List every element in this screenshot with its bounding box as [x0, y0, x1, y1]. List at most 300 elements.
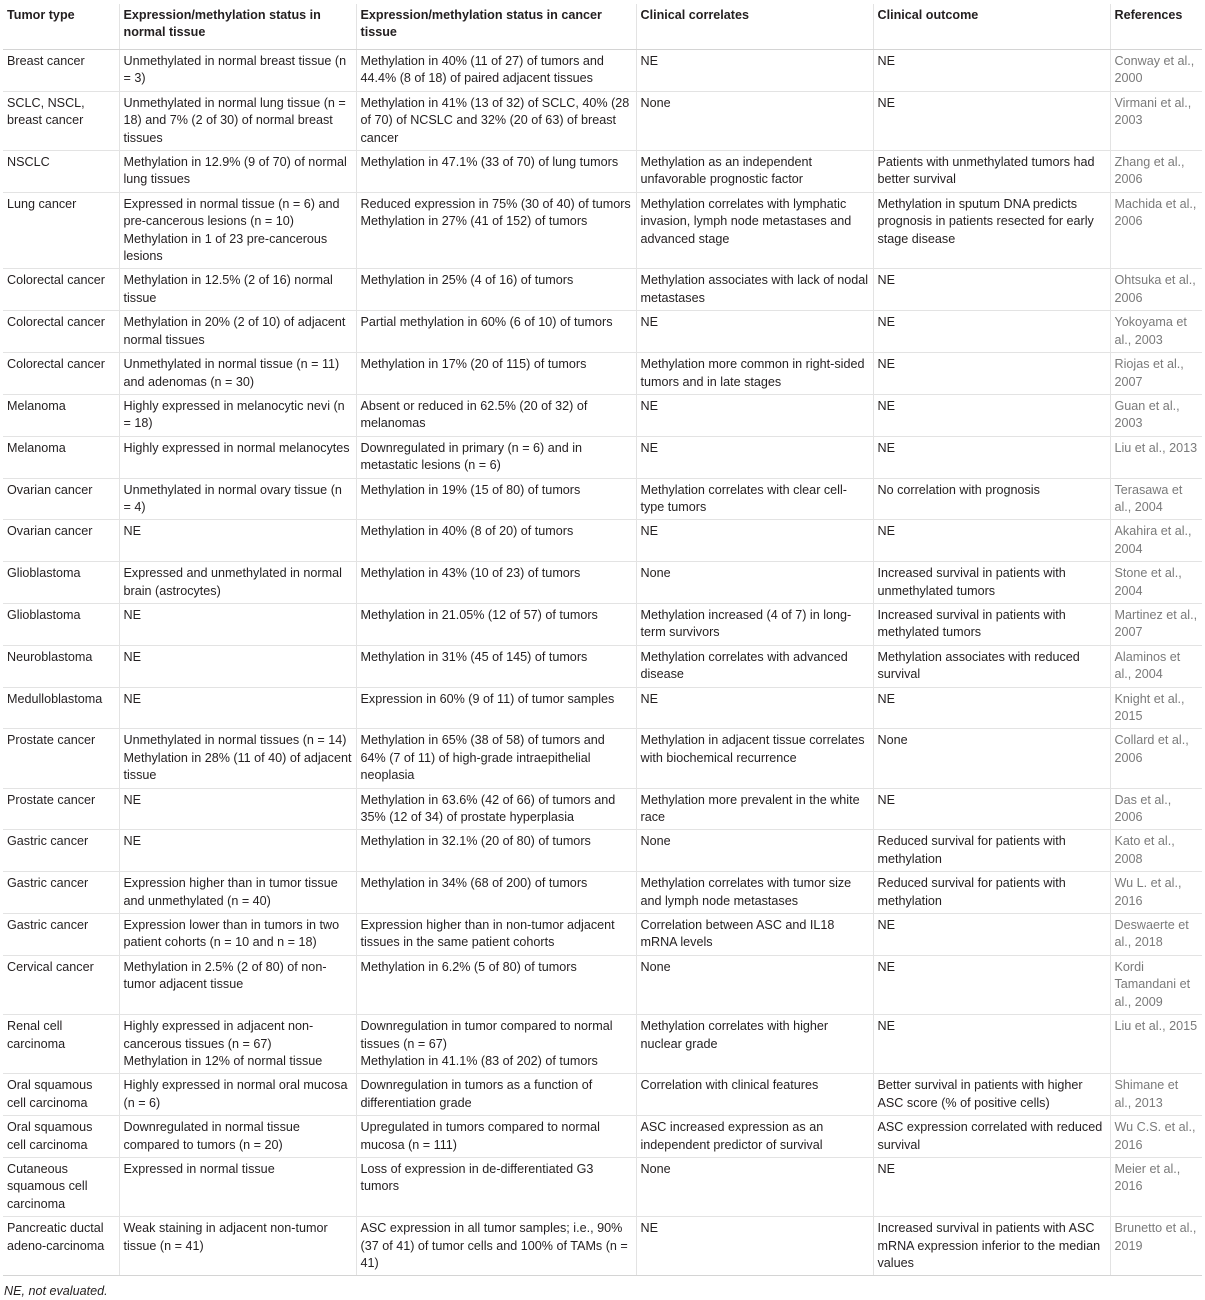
cell-text: Methylation correlates with higher nuclear grade: [640, 1019, 829, 1051]
cell-text: Reduced survival for patients with methylation: [877, 876, 1066, 908]
table-row: [3, 50, 1202, 92]
normal-tissue-cell: [119, 955, 356, 1014]
clinical-outcome-cell: [873, 1074, 1110, 1116]
tumor-type-cell: [3, 1116, 119, 1158]
cell-text: Renal cell carcinoma: [7, 1019, 66, 1051]
cell-text: NE: [640, 315, 658, 330]
table-row: [3, 1157, 1202, 1216]
cell-text: Methylation more common in right-sided tumors and in late stages: [640, 357, 865, 389]
normal-tissue-cell: [119, 1217, 356, 1276]
tumor-type-cell: [3, 645, 119, 687]
table-row: [3, 269, 1202, 311]
reference-cell: [1110, 50, 1202, 92]
tumor-type-cell: [3, 1157, 119, 1216]
reference-cell: [1110, 955, 1202, 1014]
tumor-type-cell: [3, 91, 119, 150]
cell-text: Unmethylated in normal tissues (n = 14): [123, 733, 347, 748]
cell-text: Loss of expression in de-differentiated G3 tumors: [360, 1161, 594, 1194]
tumor-type-cell: [3, 562, 119, 604]
cell-text: Knight et al., 2015: [1114, 691, 1185, 723]
cell-text: Unmethylated in normal ovary tissue (n = 4): [123, 482, 342, 514]
cell-text: Methylation correlates with lymphatic invasion, lymph node metastases and advanced stage: [640, 196, 852, 246]
table-row: [3, 1074, 1202, 1116]
clinical-outcome-cell: [873, 1116, 1110, 1158]
header-tumor-type: Tumor type: [3, 4, 119, 50]
cell-text: Deswaerte et al., 2018: [1114, 918, 1189, 950]
cell-text: NE: [877, 524, 895, 539]
cell-text: Better survival in patients with higher ASC score (% of positive cells): [877, 1078, 1083, 1110]
table-row: [3, 478, 1202, 520]
normal-tissue-cell: [119, 645, 356, 687]
cell-text: Methylation in 40% (8 of 20) of tumors: [360, 524, 574, 539]
tumor-type-cell: [3, 436, 119, 478]
cell-text: None: [640, 95, 671, 110]
cancer-tissue-cell: [356, 1217, 636, 1276]
reference-cell: [1110, 311, 1202, 353]
cell-text: Expressed in normal tissue: [123, 1161, 275, 1176]
cell-text: Expressed in normal tissue (n = 6) and pre-cancerous lesions (n = 10): [123, 196, 340, 229]
clinical-correlates-cell: [636, 436, 873, 478]
cell-text: Meier et al., 2016: [1114, 1161, 1181, 1194]
tumor-type-cell: [3, 914, 119, 956]
normal-tissue-cell: [119, 603, 356, 645]
cell-text: Methylation in 20% (2 of 10) of adjacent normal tissues: [123, 315, 346, 347]
clinical-outcome-cell: [873, 151, 1110, 193]
table-row: [3, 353, 1202, 395]
cell-text: Increased survival in patients with ASC mRNA expression inferior to the median values: [877, 1221, 1101, 1270]
clinical-correlates-cell: [636, 1015, 873, 1074]
reference-cell: [1110, 1116, 1202, 1158]
table-row: [3, 645, 1202, 687]
clinical-correlates-cell: [636, 269, 873, 311]
normal-tissue-cell: [119, 436, 356, 478]
clinical-correlates-cell: [636, 50, 873, 92]
cell-text: Gastric cancer: [7, 918, 89, 933]
normal-tissue-cell: [119, 562, 356, 604]
cell-text: Highly expressed in melanocytic nevi (n = 18): [123, 398, 345, 431]
cell-text: NE: [123, 607, 141, 622]
table-row: [3, 914, 1202, 956]
cell-text: Highly expressed in normal oral mucosa (n = 6): [123, 1078, 348, 1110]
clinical-correlates-cell: [636, 729, 873, 788]
cancer-tissue-cell: [356, 788, 636, 830]
clinical-correlates-cell: [636, 394, 873, 436]
table-row: [3, 1015, 1202, 1074]
normal-tissue-cell: [119, 520, 356, 562]
header-clinical-outcome: Clinical outcome: [873, 4, 1110, 50]
table-header: [3, 4, 1202, 50]
cell-text: NE: [640, 524, 658, 539]
cell-text: Methylation in 2.5% (2 of 80) of non-tumor adjacent tissue: [123, 959, 327, 992]
tumor-type-cell: [3, 50, 119, 92]
clinical-correlates-cell: [636, 955, 873, 1014]
cell-text: NSCLC: [7, 155, 50, 170]
cell-text: NE: [877, 54, 895, 68]
cell-text: NE: [877, 315, 895, 330]
cell-text: None: [640, 566, 671, 581]
cancer-tissue-cell: [356, 1116, 636, 1158]
cell-text: Machida et al., 2006: [1114, 196, 1197, 229]
cancer-tissue-cell: [356, 394, 636, 436]
clinical-correlates-cell: [636, 1074, 873, 1116]
tumor-type-cell: [3, 269, 119, 311]
normal-tissue-cell: [119, 1015, 356, 1074]
cell-text: Expression higher than in tumor tissue and unmethylated (n = 40): [123, 876, 338, 908]
cell-text: Downregulated in normal tissue compared to tumors (n = 20): [123, 1120, 300, 1152]
clinical-correlates-cell: [636, 1157, 873, 1216]
cell-text: Unmethylated in normal lung tissue (n = 18) and 7% (2 of 30) of normal breast tissues: [123, 95, 346, 145]
cancer-tissue-cell: [356, 151, 636, 193]
cell-text: Methylation in 47.1% (33 of 70) of lung tumors: [360, 155, 619, 170]
clinical-correlates-cell: [636, 1217, 873, 1276]
cell-text: Highly expressed in adjacent non-cancerous tissues (n = 67): [123, 1019, 314, 1051]
clinical-outcome-cell: [873, 562, 1110, 604]
cell-text: Methylation associates with lack of nodal metastases: [640, 273, 869, 305]
cell-text: Methylation in 43% (10 of 23) of tumors: [360, 566, 581, 581]
reference-cell: [1110, 729, 1202, 788]
clinical-correlates-cell: [636, 478, 873, 520]
cell-text: ASC expression in all tumor samples; i.e., 90% (37 of 41) of tumor cells and 100% of TAMs (n = 41): [360, 1221, 628, 1270]
cell-text: Yokoyama et al., 2003: [1114, 315, 1187, 347]
cancer-tissue-cell: [356, 1157, 636, 1216]
cell-text: NE: [640, 691, 658, 706]
cell-text: NE: [123, 691, 141, 706]
cell-text: Glioblastoma: [7, 607, 81, 622]
cell-text: Methylation in 6.2% (5 of 80) of tumors: [360, 959, 577, 974]
cell-text: Methylation in 1 of 23 pre-cancerous lesions: [123, 231, 328, 264]
cancer-tissue-cell: [356, 353, 636, 395]
cell-text: Ovarian cancer: [7, 524, 93, 539]
reference-cell: [1110, 914, 1202, 956]
normal-tissue-cell: [119, 872, 356, 914]
clinical-outcome-cell: [873, 729, 1110, 788]
normal-tissue-cell: [119, 151, 356, 193]
header-references: References: [1110, 4, 1202, 50]
clinical-correlates-cell: [636, 687, 873, 729]
reference-cell: [1110, 603, 1202, 645]
cell-text: Gastric cancer: [7, 834, 89, 849]
table-row: [3, 192, 1202, 269]
cell-text: Brunetto et al., 2019: [1114, 1221, 1197, 1253]
cell-text: Methylation correlates with tumor size and lymph node metastases: [640, 876, 852, 908]
cell-text: Liu et al., 2013: [1114, 440, 1198, 455]
cell-text: Stone et al., 2004: [1114, 566, 1182, 598]
cell-text: Glioblastoma: [7, 566, 81, 581]
cell-text: NE: [877, 357, 895, 372]
tumor-type-cell: [3, 729, 119, 788]
cell-text: Methylation in 27% (41 of 152) of tumors: [360, 214, 588, 229]
clinical-correlates-cell: [636, 872, 873, 914]
reference-cell: [1110, 1217, 1202, 1276]
cell-text: Expressed and unmethylated in normal brain (astrocytes): [123, 566, 342, 598]
table-row: [3, 729, 1202, 788]
cell-text: NE: [877, 792, 895, 807]
cancer-tissue-cell: [356, 603, 636, 645]
normal-tissue-cell: [119, 478, 356, 520]
clinical-correlates-cell: [636, 192, 873, 269]
clinical-correlates-cell: [636, 830, 873, 872]
cell-text: Kato et al., 2008: [1114, 834, 1175, 866]
cell-text: Upregulated in tumors compared to normal mucosa (n = 111): [360, 1120, 600, 1152]
table-row: [3, 394, 1202, 436]
cell-text: NE: [123, 524, 141, 539]
clinical-outcome-cell: [873, 311, 1110, 353]
cell-text: Breast cancer: [7, 54, 85, 68]
clinical-correlates-cell: [636, 353, 873, 395]
clinical-outcome-cell: [873, 520, 1110, 562]
table-row: [3, 872, 1202, 914]
clinical-outcome-cell: [873, 645, 1110, 687]
normal-tissue-cell: [119, 311, 356, 353]
cell-text: Methylation more prevalent in the white race: [640, 792, 860, 825]
reference-cell: [1110, 872, 1202, 914]
table-footnote: NE, not evaluated.: [4, 1284, 108, 1299]
table-row: [3, 830, 1202, 872]
reference-cell: [1110, 687, 1202, 729]
cancer-tissue-cell: [356, 1074, 636, 1116]
header-cancer-tissue-status: Expression/methylation status in cancer tissue: [356, 4, 636, 50]
table-row: [3, 687, 1202, 729]
cell-text: Methylation in 41.1% (83 of 202) of tumors: [360, 1053, 598, 1068]
reference-cell: [1110, 1074, 1202, 1116]
cell-text: Downregulated in primary (n = 6) and in metastatic lesions (n = 6): [360, 440, 583, 473]
reference-cell: [1110, 562, 1202, 604]
tumor-type-cell: [3, 311, 119, 353]
cell-text: NE: [640, 1221, 658, 1236]
table-row: [3, 520, 1202, 562]
reference-cell: [1110, 830, 1202, 872]
header-clinical-correlates: Clinical correlates: [636, 4, 873, 50]
clinical-outcome-cell: [873, 436, 1110, 478]
cell-text: Methylation in 21.05% (12 of 57) of tumors: [360, 607, 598, 622]
cancer-tissue-cell: [356, 50, 636, 92]
normal-tissue-cell: [119, 788, 356, 830]
cell-text: None: [640, 959, 671, 974]
reference-cell: [1110, 192, 1202, 269]
cell-text: NE: [123, 649, 141, 664]
cell-text: Unmethylated in normal breast tissue (n = 3): [123, 54, 347, 86]
cell-text: Guan et al., 2003: [1114, 398, 1180, 431]
reference-cell: [1110, 520, 1202, 562]
clinical-correlates-cell: [636, 151, 873, 193]
cancer-tissue-cell: [356, 192, 636, 269]
clinical-correlates-cell: [636, 311, 873, 353]
cell-text: Martinez et al., 2007: [1114, 607, 1198, 640]
cell-text: None: [640, 1161, 671, 1176]
normal-tissue-cell: [119, 914, 356, 956]
cancer-tissue-cell: [356, 562, 636, 604]
cell-text: Methylation associates with reduced survival: [877, 649, 1080, 682]
normal-tissue-cell: [119, 192, 356, 269]
cell-text: Unmethylated in normal tissue (n = 11) and adenomas (n = 30): [123, 357, 340, 389]
table-row: [3, 1116, 1202, 1158]
cancer-tissue-cell: [356, 520, 636, 562]
cancer-tissue-cell: [356, 1015, 636, 1074]
cell-text: Ohtsuka et al., 2006: [1114, 273, 1196, 305]
clinical-correlates-cell: [636, 520, 873, 562]
reference-cell: [1110, 645, 1202, 687]
normal-tissue-cell: [119, 1074, 356, 1116]
cancer-tissue-cell: [356, 830, 636, 872]
cell-text: NE: [123, 834, 141, 849]
table-row: [3, 151, 1202, 193]
cell-text: Colorectal cancer: [7, 315, 105, 330]
cell-text: Absent or reduced in 62.5% (20 of 32) of melanomas: [360, 398, 588, 431]
cell-text: Expression in 60% (9 of 11) of tumor samples: [360, 691, 615, 706]
reference-cell: [1110, 788, 1202, 830]
cell-text: Lung cancer: [7, 196, 77, 211]
normal-tissue-cell: [119, 50, 356, 92]
cell-text: Patients with unmethylated tumors had better survival: [877, 155, 1095, 187]
cell-text: Methylation increased (4 of 7) in long-term survivors: [640, 607, 852, 640]
cell-text: Das et al., 2006: [1114, 792, 1172, 825]
cell-text: Partial methylation in 60% (6 of 10) of tumors: [360, 315, 613, 330]
cell-text: Methylation in adjacent tissue correlates with biochemical recurrence: [640, 733, 865, 765]
cell-text: Expression higher than in non-tumor adjacent tissues in the same patient cohorts: [360, 918, 615, 950]
cell-text: Zhang et al., 2006: [1114, 155, 1185, 187]
clinical-outcome-cell: [873, 1015, 1110, 1074]
tumor-type-cell: [3, 603, 119, 645]
cell-text: Colorectal cancer: [7, 273, 105, 288]
cell-text: NE: [640, 54, 658, 68]
cancer-tissue-cell: [356, 91, 636, 150]
clinical-outcome-cell: [873, 269, 1110, 311]
cell-text: Prostate cancer: [7, 733, 96, 748]
cell-text: Gastric cancer: [7, 876, 89, 891]
clinical-outcome-cell: [873, 478, 1110, 520]
normal-tissue-cell: [119, 830, 356, 872]
clinical-correlates-cell: [636, 788, 873, 830]
cancer-tissue-cell: [356, 436, 636, 478]
cell-text: Correlation between ASC and IL18 mRNA levels: [640, 918, 835, 950]
clinical-outcome-cell: [873, 91, 1110, 150]
tumor-type-cell: [3, 1015, 119, 1074]
cell-text: NE: [877, 959, 895, 974]
reference-cell: [1110, 91, 1202, 150]
normal-tissue-cell: [119, 687, 356, 729]
table-row: [3, 603, 1202, 645]
cell-text: Liu et al., 2015: [1114, 1019, 1198, 1034]
normal-tissue-cell: [119, 353, 356, 395]
cell-text: Shimane et al., 2013: [1114, 1078, 1179, 1110]
reference-cell: [1110, 394, 1202, 436]
cell-text: Methylation correlates with advanced disease: [640, 649, 848, 682]
table-row: [3, 562, 1202, 604]
cell-text: Neuroblastoma: [7, 649, 93, 664]
header-normal-tissue-status: Expression/methylation status in normal tissue: [119, 4, 356, 50]
cell-text: Methylation in 25% (4 of 16) of tumors: [360, 273, 574, 288]
cell-text: Oral squamous cell carcinoma: [7, 1078, 93, 1110]
cancer-tissue-cell: [356, 687, 636, 729]
cell-text: Methylation in 12% of normal tissue: [123, 1053, 323, 1068]
normal-tissue-cell: [119, 1116, 356, 1158]
table-body: [3, 50, 1202, 1276]
cell-text: Methylation as an independent unfavorable prognostic factor: [640, 155, 813, 187]
table-row: [3, 436, 1202, 478]
table-row: [3, 311, 1202, 353]
cell-text: None: [877, 733, 908, 748]
tumor-type-cell: [3, 955, 119, 1014]
cancer-tissue-cell: [356, 311, 636, 353]
cell-text: ASC increased expression as an independent predictor of survival: [640, 1120, 824, 1152]
reference-cell: [1110, 151, 1202, 193]
tumor-type-cell: [3, 1074, 119, 1116]
cell-text: Expression lower than in tumors in two patient cohorts (n = 10 and n = 18): [123, 918, 340, 950]
cell-text: NE: [877, 273, 895, 288]
clinical-outcome-cell: [873, 192, 1110, 269]
clinical-correlates-cell: [636, 645, 873, 687]
cell-text: Oral squamous cell carcinoma: [7, 1120, 93, 1152]
cancer-tissue-cell: [356, 269, 636, 311]
tumor-type-cell: [3, 394, 119, 436]
cell-text: Methylation in 19% (15 of 80) of tumors: [360, 482, 581, 497]
header-row: [3, 4, 1202, 50]
cell-text: Virmani et al., 2003: [1114, 95, 1192, 128]
cell-text: Colorectal cancer: [7, 357, 105, 372]
tumor-type-cell: [3, 788, 119, 830]
clinical-outcome-cell: [873, 955, 1110, 1014]
tumor-type-cell: [3, 353, 119, 395]
tumor-type-cell: [3, 872, 119, 914]
cell-text: SCLC, NSCL, breast cancer: [7, 95, 85, 128]
clinical-correlates-cell: [636, 562, 873, 604]
cell-text: Methylation in 34% (68 of 200) of tumors: [360, 876, 588, 891]
cell-text: NE: [877, 691, 895, 706]
cell-text: NE: [877, 918, 895, 933]
reference-cell: [1110, 353, 1202, 395]
cell-text: NE: [877, 1161, 895, 1176]
cell-text: Collard et al., 2006: [1114, 733, 1189, 765]
normal-tissue-cell: [119, 91, 356, 150]
cell-text: NE: [123, 792, 141, 807]
clinical-outcome-cell: [873, 603, 1110, 645]
clinical-outcome-cell: [873, 394, 1110, 436]
cell-text: Melanoma: [7, 398, 66, 413]
cancer-tissue-cell: [356, 955, 636, 1014]
cell-text: Conway et al., 2000: [1114, 54, 1195, 86]
cell-text: NE: [877, 398, 895, 413]
cell-text: Methylation in 12.5% (2 of 16) normal tissue: [123, 273, 333, 305]
cancer-tissue-cell: [356, 478, 636, 520]
cell-text: NE: [877, 440, 895, 455]
cell-text: Methylation in 31% (45 of 145) of tumors: [360, 649, 588, 664]
cell-text: Highly expressed in normal melanocytes: [123, 440, 350, 455]
clinical-outcome-cell: [873, 1157, 1110, 1216]
tumor-type-cell: [3, 520, 119, 562]
cell-text: Cervical cancer: [7, 959, 94, 974]
clinical-outcome-cell: [873, 50, 1110, 92]
cell-text: Methylation in 12.9% (9 of 70) of normal lung tissues: [123, 155, 347, 187]
clinical-outcome-cell: [873, 788, 1110, 830]
cell-text: Medulloblastoma: [7, 691, 103, 706]
cancer-tissue-cell: [356, 645, 636, 687]
cell-text: Downregulation in tumor compared to normal tissues (n = 67): [360, 1019, 613, 1051]
normal-tissue-cell: [119, 394, 356, 436]
clinical-correlates-cell: [636, 603, 873, 645]
table-row: [3, 91, 1202, 150]
cell-text: Weak staining in adjacent non-tumor tissue (n = 41): [123, 1221, 328, 1253]
cell-text: None: [640, 834, 671, 849]
cell-text: Correlation with clinical features: [640, 1078, 819, 1093]
tumor-type-cell: [3, 830, 119, 872]
clinical-outcome-cell: [873, 1217, 1110, 1276]
cell-text: Kordi Tamandani et al., 2009: [1114, 959, 1191, 1009]
cell-text: Methylation in 28% (11 of 40) of adjacent tissue: [123, 750, 352, 783]
clinical-outcome-cell: [873, 872, 1110, 914]
cell-text: Methylation in 63.6% (42 of 66) of tumors and 35% (12 of 34) of prostate hyperplasia: [360, 792, 616, 825]
cell-text: Increased survival in patients with methylated tumors: [877, 607, 1066, 640]
data-table: [3, 4, 1202, 1276]
